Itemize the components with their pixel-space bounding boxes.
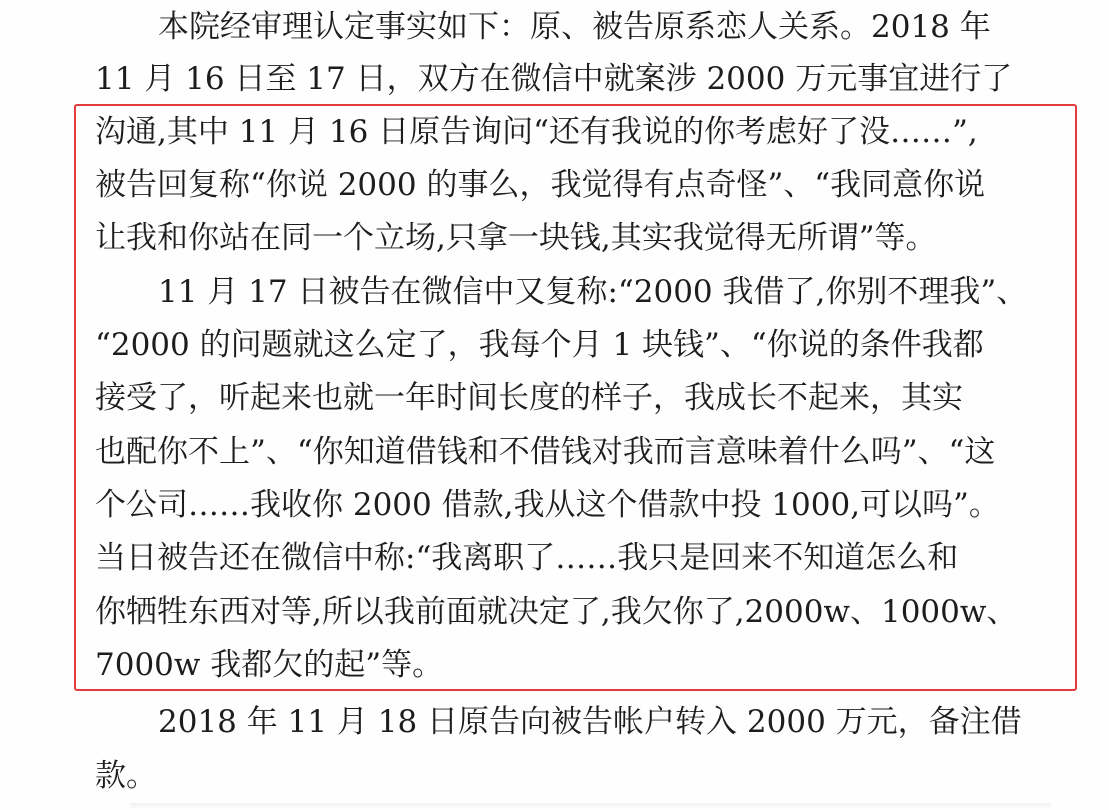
text-line-15: 款。 bbox=[95, 758, 157, 794]
text-line-14: 2018 年 11 月 18 日原告向被告帐户转入 2000 万元，备注借 bbox=[158, 704, 1022, 740]
text-line-7: “2000 的问题就这么定了，我每个月 1 块钱”、“你说的条件我都 bbox=[95, 327, 984, 363]
text-line-10: 个公司……我收你 2000 借款,我从这个借款中投 1000,可以吗”。 bbox=[95, 487, 1000, 523]
text-line-8: 接受了，听起来也就一年时间长度的样子，我成长不起来，其实 bbox=[95, 380, 963, 416]
text-line-1: 本院经审理认定事实如下：原、被告原系恋人关系。2018 年 bbox=[158, 9, 991, 45]
text-line-3: 沟通,其中 11 月 16 日原告询问“还有我说的你考虑好了没……”, bbox=[95, 114, 978, 150]
text-line-11: 当日被告还在微信中称:“我离职了……我只是回来不知道怎么和 bbox=[95, 540, 959, 576]
text-line-13: 7000w 我都欠的起”等。 bbox=[95, 647, 444, 683]
text-line-6: 11 月 17 日被告在微信中又复称:“2000 我借了,你别不理我”、 bbox=[158, 274, 1028, 310]
cropped-next-line bbox=[130, 803, 1050, 810]
text-line-4: 被告回复称“你说 2000 的事么，我觉得有点奇怪”、“我同意你说 bbox=[95, 167, 986, 203]
text-line-9: 也配你不上”、“你知道借钱和不借钱对我而言意味着什么吗”、“这 bbox=[95, 434, 996, 470]
text-line-2: 11 月 16 日至 17 日，双方在微信中就案涉 2000 万元事宜进行了 bbox=[95, 61, 1013, 97]
text-line-12: 你牺牲东西对等,所以我前面就决定了,我欠你了,2000w、1000w、 bbox=[95, 594, 1018, 630]
text-line-5: 让我和你站在同一个立场,只拿一块钱,其实我觉得无所谓”等。 bbox=[95, 220, 937, 256]
